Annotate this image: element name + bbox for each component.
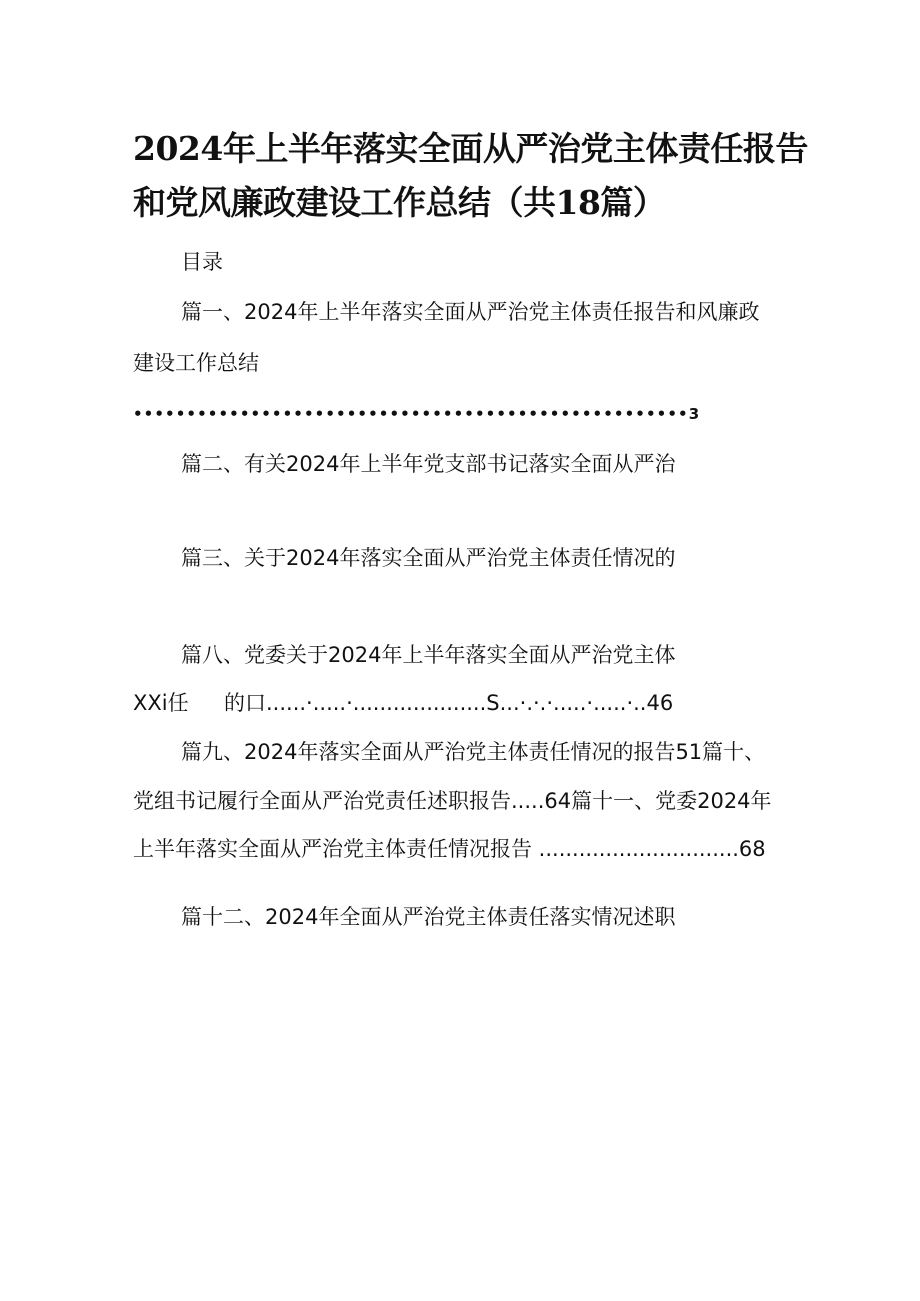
toc-entry-4-line-2b[interactable]: 的口......·.....·....................S...·.·.·.....·.....·..46 <box>224 691 674 715</box>
toc-entry-5-line-2[interactable]: 党组书记履行全面从严治党责任述职报告.....64篇十一、党委2024年 <box>133 789 772 813</box>
toc-entry-2[interactable]: 篇二、有关2024年上半年党支部书记落实全面从严治 <box>181 452 676 476</box>
toc-heading: 目录 <box>181 250 223 274</box>
toc-entry-4-line-2a[interactable]: XXi任 <box>133 691 189 715</box>
toc-entry-1-line-2[interactable]: 建设工作总结 <box>133 351 259 375</box>
toc-entry-1-line-1[interactable]: 篇一、2024年上半年落实全面从严治党主体责任报告和风廉政 <box>181 300 760 324</box>
toc-entry-5-line-3[interactable]: 上半年落实全面从严治党主体责任情况报告 ..............................68 <box>133 837 766 861</box>
toc-entry-1-leader: ••••••••••••••••••••••••••••••••••••••••••••••••••••3 <box>133 405 701 423</box>
toc-entry-4-line-1[interactable]: 篇八、党委关于2024年上半年落实全面从严治党主体 <box>181 643 676 667</box>
toc-entry-6[interactable]: 篇十二、2024年全面从严治党主体责任落实情况述职 <box>181 905 676 929</box>
document-title <box>133 122 833 230</box>
toc-entry-3[interactable]: 篇三、关于2024年落实全面从严治党主体责任情况的 <box>181 546 676 570</box>
toc-entry-5-line-1[interactable]: 篇九、2024年落实全面从严治党主体责任情况的报告51篇十、 <box>181 740 766 764</box>
title-line-2: 和党风廉政建设工作总结（共18篇） <box>133 183 666 222</box>
title-line-1: 2024年上半年落实全面从严治党主体责任报告 <box>133 129 808 168</box>
